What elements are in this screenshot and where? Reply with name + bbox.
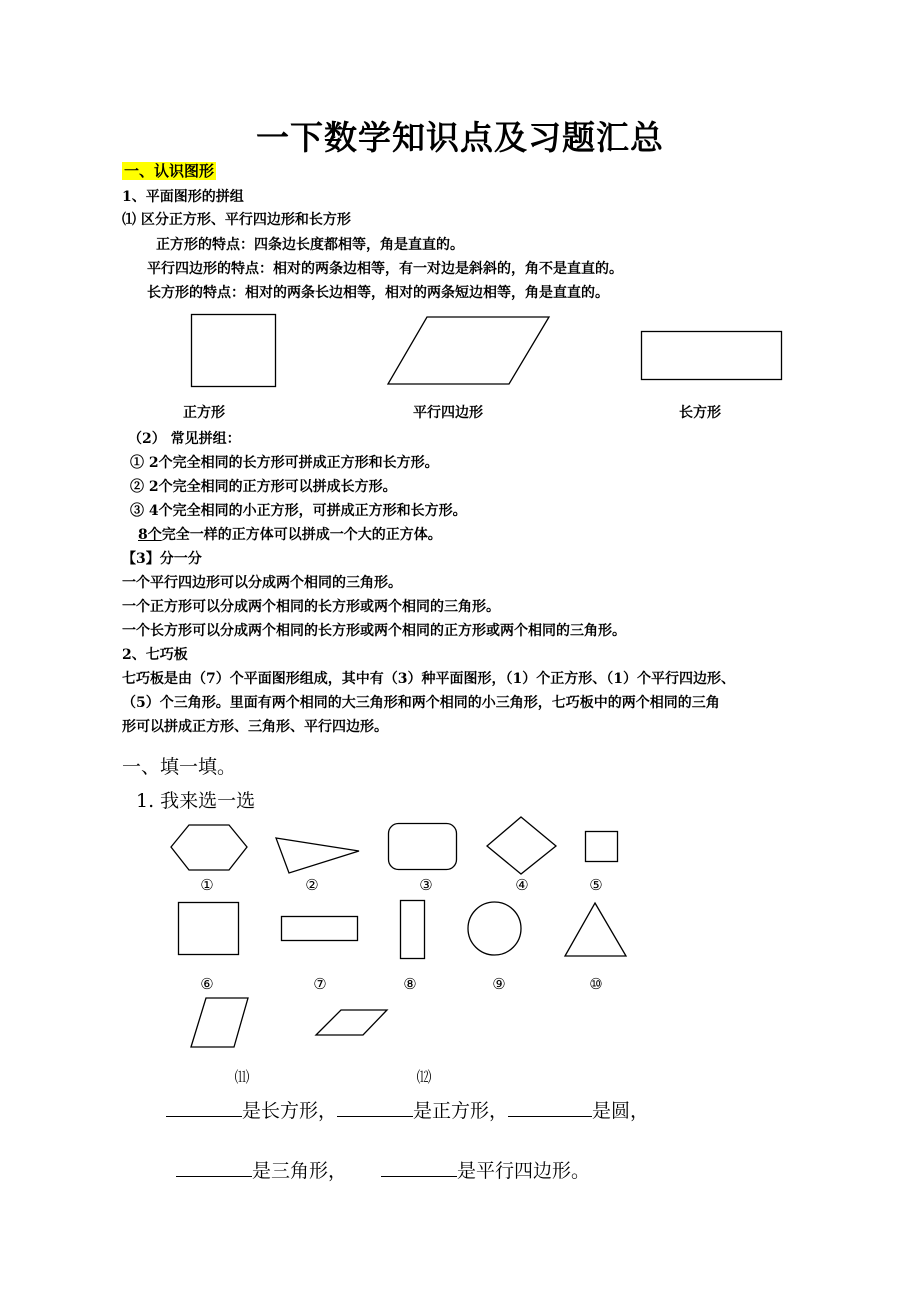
shape-number-4: ④ xyxy=(515,876,529,894)
square-figure xyxy=(191,314,277,388)
fill-text-triangle: 是三角形， xyxy=(252,1160,348,1182)
parallelogram-figure xyxy=(387,316,551,386)
tall-rectangle-shape xyxy=(400,900,426,960)
hexagon-shape xyxy=(170,824,248,872)
fill-text-rectangle: 是长方形， xyxy=(242,1100,338,1122)
divide-line-3: 一个长方形可以分成两个相同的长方形或两个相同的正方形或两个相同的三角形。 xyxy=(122,623,626,639)
cube-text-rest: 完全一样的正方体可以拼成一个大的正方体。 xyxy=(161,527,442,543)
shape-number-10: ⑩ xyxy=(589,975,603,993)
parallelogram-shape-11 xyxy=(190,997,250,1049)
item-common-combinations: （2） 常见拼组： xyxy=(128,431,241,447)
question-1-title: 1. 我来选一选 xyxy=(136,790,256,812)
rhombus-shape xyxy=(486,816,558,876)
highlighted-heading: 一、认识图形 xyxy=(124,162,215,180)
rectangle-feature-text: 长方形的特点：相对的两条长边相等，相对的两条短边相等，角是直直的。 xyxy=(147,285,609,301)
shape-number-6: ⑥ xyxy=(200,975,214,993)
circle-shape xyxy=(467,901,523,957)
triangle-shape xyxy=(564,902,628,958)
small-square-shape xyxy=(585,831,619,863)
fill-text-parallelogram: 是平行四边形。 xyxy=(457,1160,591,1182)
combo-line-3: ③ 4个完全相同的小正方形，可拼成正方形和长方形。 xyxy=(130,503,467,519)
tangram-line-3: 形可以拼成正方形、三角形、平行四边形。 xyxy=(122,719,388,735)
rounded-rectangle-shape xyxy=(388,823,458,871)
combo-line-2: ② 2个完全相同的正方形可以拼成长方形。 xyxy=(130,479,397,495)
subheading-plane-shapes: 1、平面图形的拼组 xyxy=(122,189,244,205)
label-square: 正方形 xyxy=(183,405,225,421)
parallelogram-feature-text: 平行四边形的特点：相对的两条边相等，有一对边是斜斜的，角不是直直的。 xyxy=(147,261,623,277)
combo-line-1: ① 2个完全相同的长方形可拼成正方形和长方形。 xyxy=(130,455,439,471)
tangram-line-2: （5）个三角形。里面有两个相同的大三角形和两个相同的小三角形，七巧板中的两个相同的三角 xyxy=(122,695,720,711)
rectangle-figure xyxy=(641,331,783,381)
shape-number-7: ⑦ xyxy=(313,975,327,993)
page-title: 一下数学知识点及习题汇总 xyxy=(256,118,664,157)
square-shape-6 xyxy=(178,902,240,956)
item-distinguish-shapes: ⑴ 区分正方形、平行四边形和长方形 xyxy=(122,212,351,228)
fill-line-1 xyxy=(166,1096,649,1123)
cube-combination-text xyxy=(138,524,442,544)
square-feature-text: 正方形的特点：四条边长度都相等，角是直直的。 xyxy=(156,237,464,253)
shape-number-1: ① xyxy=(200,876,214,894)
shape-number-8: ⑧ xyxy=(403,975,417,993)
fill-line-2 xyxy=(176,1156,590,1183)
triangle-obtuse-shape xyxy=(275,837,361,875)
parallelogram-shape-12 xyxy=(315,1009,389,1037)
divide-line-1: 一个平行四边形可以分成两个相同的三角形。 xyxy=(122,575,402,591)
label-parallelogram: 平行四边形 xyxy=(413,405,483,421)
label-rectangle: 长方形 xyxy=(679,405,721,421)
answer-blank-circle[interactable] xyxy=(508,1098,592,1117)
answer-blank-rectangle[interactable] xyxy=(166,1098,242,1117)
shape-number-9: ⑨ xyxy=(492,975,506,993)
answer-blank-parallelogram[interactable] xyxy=(381,1158,457,1177)
shape-number-5: ⑤ xyxy=(589,876,603,894)
exercise-heading: 一、填一填。 xyxy=(122,756,237,778)
shape-number-12: ⑿ xyxy=(416,1068,432,1086)
fill-text-square: 是正方形， xyxy=(413,1100,509,1122)
answer-blank-triangle[interactable] xyxy=(176,1158,252,1177)
subheading-tangram: 2、七巧板 xyxy=(122,647,188,663)
fill-text-circle: 是圆， xyxy=(592,1100,650,1122)
long-rectangle-shape xyxy=(281,916,359,942)
item-divide: 【3】分一分 xyxy=(122,551,202,567)
shape-number-11: ⑾ xyxy=(234,1068,250,1086)
shape-number-3: ③ xyxy=(419,876,433,894)
answer-blank-square[interactable] xyxy=(337,1098,413,1117)
divide-line-2: 一个正方形可以分成两个相同的长方形或两个相同的三角形。 xyxy=(122,599,500,615)
section-heading-shapes xyxy=(122,160,216,181)
shape-number-2: ② xyxy=(305,876,319,894)
tangram-line-1: 七巧板是由（7）个平面图形组成，其中有（3）种平面图形，（1）个正方形、（1）个平行四边形、 xyxy=(122,671,735,687)
cube-count-underlined: 8个 xyxy=(138,527,162,543)
